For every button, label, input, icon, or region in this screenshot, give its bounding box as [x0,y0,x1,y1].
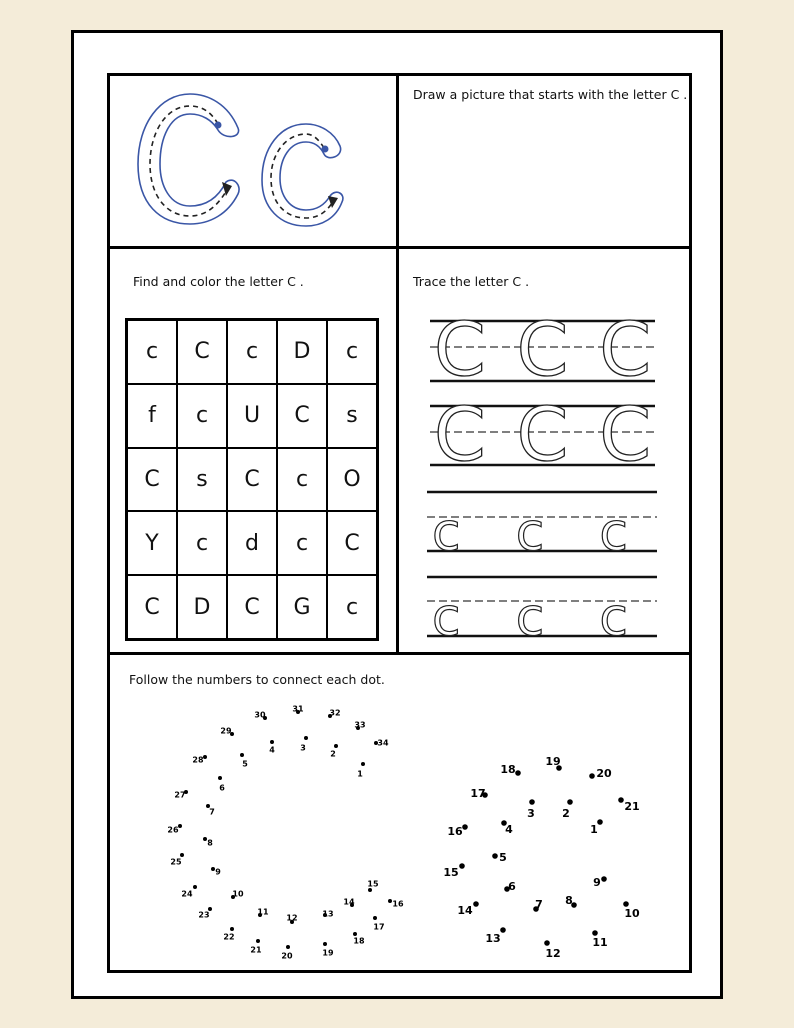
dot-number-label: 21 [624,800,640,813]
dot-number-label: 19 [545,755,561,768]
dot[interactable] [462,824,468,830]
dot-number-label: 20 [281,951,293,961]
dot-number-label: 15 [367,879,379,889]
grid-cell[interactable]: C [177,320,227,384]
dot-number-label: 22 [223,932,235,942]
dot[interactable] [618,797,624,803]
dot-number-label: 30 [254,710,266,720]
trace-letter: C [516,392,569,478]
dot-number-label: 17 [470,787,486,800]
dot-number-label: 6 [508,880,516,893]
dot-number-label: 6 [219,783,225,793]
grid-cell[interactable]: Y [127,511,177,575]
dot-number-label: 24 [181,889,193,899]
find-instruction: Find and color the letter C . [133,274,304,289]
dot-number-label: 4 [505,823,513,836]
dots-instruction: Follow the numbers to connect each dot. [129,672,385,687]
dot[interactable] [334,744,338,748]
grid-cell[interactable]: s [177,448,227,512]
dot-number-label: 9 [215,867,221,877]
trace-letter: C [434,307,486,393]
dot[interactable] [361,762,365,766]
trace-letter: C [434,392,486,478]
grid-cell[interactable]: U [227,384,277,448]
dot[interactable] [500,927,506,933]
grid-cell[interactable]: c [177,384,227,448]
dot[interactable] [515,770,521,776]
dot-number-label: 9 [593,876,601,889]
dot-number-label: 27 [174,790,186,800]
dot[interactable] [589,773,595,779]
grid-cell[interactable]: f [127,384,177,448]
dot-number-label: 20 [596,767,612,780]
grid-cell[interactable]: c [277,448,327,512]
dot[interactable] [373,916,377,920]
dot[interactable] [623,901,629,907]
dot-number-label: 10 [232,889,244,899]
dot-number-label: 7 [209,807,215,817]
dot-number-label: 7 [535,898,543,911]
dot[interactable] [256,939,260,943]
dot[interactable] [270,740,274,744]
dot-number-label: 1 [357,769,363,779]
grid-cell[interactable]: C [327,511,377,575]
draw-instruction: Draw a picture that starts with the letter C . [413,87,688,102]
trace-letter: C [599,307,651,393]
dot[interactable] [388,899,392,903]
dot-number-label: 19 [322,948,334,958]
trace-letter: c [432,503,461,563]
grid-cell[interactable]: D [277,320,327,384]
dot-number-label: 28 [192,755,204,765]
dot-number-label: 8 [207,838,213,848]
dot[interactable] [597,819,603,825]
trace-letter: c [432,588,461,648]
trace-letter: c [599,588,628,648]
dot-number-label: 11 [592,936,608,949]
dot-number-label: 12 [545,947,561,960]
dot-number-label: 16 [447,825,463,838]
dot-number-label: 34 [377,738,389,748]
trace-letter: c [515,503,545,563]
trace-letter: C [516,307,569,393]
dot[interactable] [492,853,498,859]
grid-cell[interactable]: c [327,575,377,639]
grid-cell[interactable]: d [227,511,277,575]
dot-number-label: 16 [392,899,404,909]
trace-letter: c [599,503,628,563]
dot-number-label: 18 [500,763,516,776]
dot-number-label: 25 [170,857,182,867]
dot[interactable] [473,901,479,907]
dot-number-label: 3 [300,743,306,753]
dot-number-label: 14 [457,904,473,917]
trace-letter: c [515,588,545,648]
grid-cell[interactable]: c [177,511,227,575]
trace-letter: C [599,392,651,478]
dot-number-label: 21 [250,945,262,955]
grid-cell[interactable]: C [277,384,327,448]
dot[interactable] [230,927,234,931]
dot[interactable] [368,888,372,892]
grid-cell[interactable]: O [327,448,377,512]
dot-number-label: 12 [286,913,298,923]
dot[interactable] [218,776,222,780]
dot-number-label: 26 [167,825,179,835]
dot-number-label: 10 [624,907,640,920]
dot-number-label: 15 [443,866,459,879]
dot[interactable] [240,753,244,757]
dot[interactable] [459,863,465,869]
grid-cell[interactable]: c [227,320,277,384]
dot-number-label: 5 [242,759,248,769]
dot-number-label: 17 [373,922,385,932]
grid-cell[interactable]: C [127,575,177,639]
dot[interactable] [592,930,598,936]
grid-cell[interactable]: C [227,575,277,639]
dot[interactable] [180,853,184,857]
dot[interactable] [567,799,573,805]
dot[interactable] [178,824,182,828]
dot-number-label: 31 [292,704,304,714]
dot-number-label: 5 [499,851,507,864]
dot-number-label: 2 [330,749,336,759]
dot[interactable] [601,876,607,882]
dot-number-label: 8 [565,894,573,907]
dot-number-label: 18 [353,936,365,946]
dot-number-label: 32 [329,708,341,718]
trace-instruction: Trace the letter C . [413,274,530,289]
dot[interactable] [193,885,197,889]
dot[interactable] [304,736,308,740]
dot-number-label: 23 [198,910,210,920]
dot[interactable] [544,940,550,946]
grid-cell[interactable]: C [127,448,177,512]
grid-cell[interactable]: c [327,320,377,384]
dot-number-label: 3 [527,807,535,820]
dot-number-label: 11 [257,907,269,917]
grid-cell[interactable]: G [277,575,327,639]
dot[interactable] [286,945,290,949]
grid-cell[interactable]: c [277,511,327,575]
dot-number-label: 4 [269,745,275,755]
dot[interactable] [323,942,327,946]
dot-number-label: 29 [220,726,232,736]
dot-number-label: 2 [562,807,570,820]
dot[interactable] [529,799,535,805]
grid-cell[interactable]: c [127,320,177,384]
grid-cell[interactable]: D [177,575,227,639]
dot[interactable] [203,755,207,759]
dot[interactable] [353,932,357,936]
dot-number-label: 33 [354,720,366,730]
dot-number-label: 1 [590,823,598,836]
dot-number-label: 13 [485,932,501,945]
grid-cell[interactable]: C [227,448,277,512]
dot-number-label: 14 [343,897,355,907]
dot-number-label: 13 [322,909,334,919]
grid-cell[interactable]: s [327,384,377,448]
